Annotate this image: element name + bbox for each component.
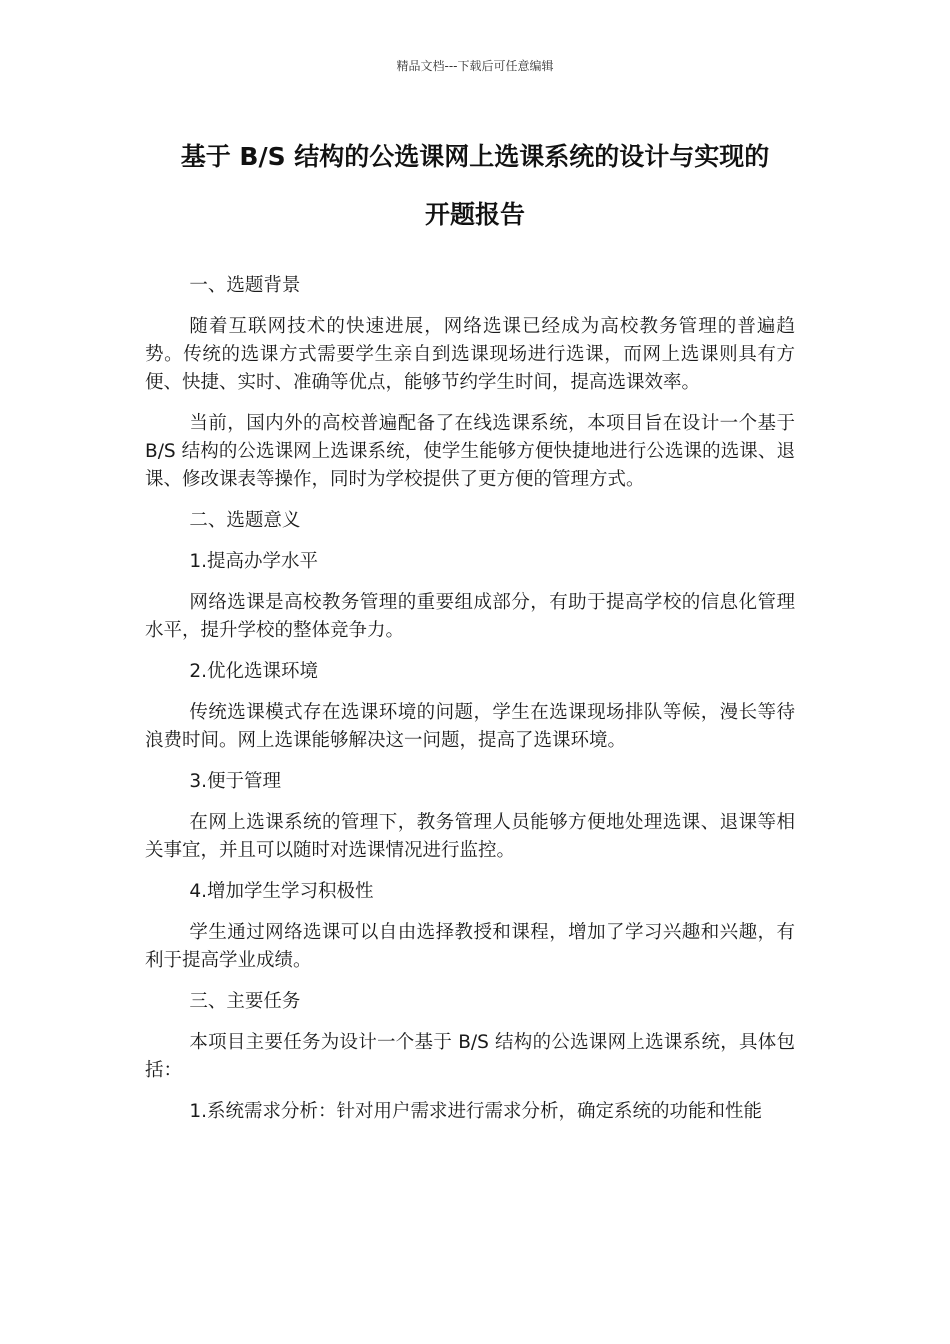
- paragraph: 学生通过网络选课可以自由选择教授和课程，增加了学习兴趣和兴趣，有利于提高学业成绩。: [145, 922, 795, 971]
- paragraph: 随着互联网技术的快速进展，网络选课已经成为高校教务管理的普遍趋势。传统的选课方式需要学生亲自到选课现场进行选课，而网上选课则具有方便、快捷、实时、准确等优点，能够节约学生时间，提高选课效率。: [145, 316, 795, 393]
- section-heading-tasks: 三、主要任务: [189, 991, 301, 1012]
- document-body: [145, 272, 795, 1139]
- paragraph: 网络选课是高校教务管理的重要组成部分，有助于提高学校的信息化管理水平，提升学校的整体竞争力。: [145, 592, 795, 641]
- paragraph: 本项目主要任务为设计一个基于 B/S 结构的公选课网上选课系统，具体包括：: [145, 1032, 795, 1081]
- paragraph: 当前，国内外的高校普遍配备了在线选课系统，本项目旨在设计一个基于 B/S 结构的公选课网上选课系统，使学生能够方便快捷地进行公选课的选课、退课、修改课表等操作，同时为学校提供了更方便的管理方式。: [145, 413, 795, 490]
- page-header: 精品文档---下载后可任意编辑: [396, 59, 554, 73]
- section-heading-background: 一、选题背景: [189, 275, 301, 296]
- title-line-1: 基于 B/S 结构的公选课网上选课系统的设计与实现的: [180, 142, 770, 171]
- subheading: 3.便于管理: [189, 771, 282, 792]
- paragraph: 1.系统需求分析：针对用户需求进行需求分析，确定系统的功能和性能: [189, 1101, 763, 1122]
- subheading: 2.优化选课环境: [189, 661, 319, 682]
- title-line-2: 开题报告: [424, 200, 525, 229]
- paragraph: 在网上选课系统的管理下，教务管理人员能够方便地处理选课、退课等相关事宜，并且可以随时对选课情况进行监控。: [145, 812, 795, 861]
- section-heading-significance: 二、选题意义: [189, 510, 301, 531]
- subheading: 1.提高办学水平: [189, 551, 319, 572]
- paragraph: 传统选课模式存在选课环境的问题，学生在选课现场排队等候，漫长等待浪费时间。网上选课能够解决这一问题，提高了选课环境。: [145, 702, 795, 751]
- document-title: [130, 128, 820, 244]
- subheading: 4.增加学生学习积极性: [189, 881, 374, 902]
